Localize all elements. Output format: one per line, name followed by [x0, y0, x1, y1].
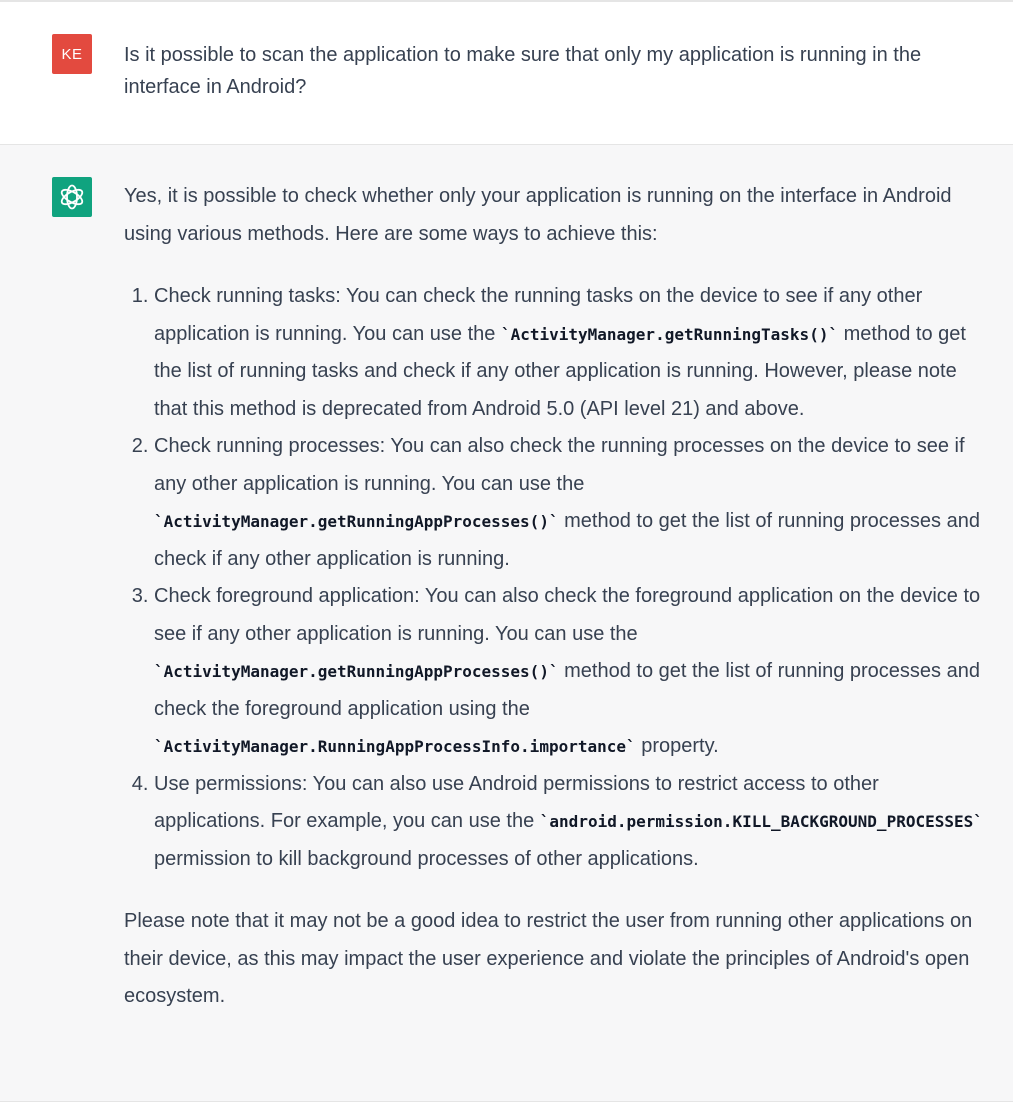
list-item [154, 278, 992, 428]
item-text: property. [635, 735, 719, 757]
user-message [0, 4, 1013, 145]
code-snippet: `ActivityManager.getRunningTasks()` [500, 324, 839, 344]
item-text: method to get the list of running processes and check if any other application is running. [154, 510, 980, 570]
item-text: method to get the list of running tasks and check if any other application is running. However, please note that this method is deprecated from Android 5.0 (API level 21) and above. [154, 322, 966, 420]
code-snippet: `ActivityManager.RunningAppProcessInfo.importance` [154, 737, 636, 756]
assistant-avatar [52, 177, 92, 217]
code-snippet: `ActivityManager.getRunningAppProcesses()` [154, 662, 559, 681]
assistant-outro: Please note that it may not be a good idea to restrict the user from running other applications on their device, as this may impact the user experience and violate the principles of Android's open ecosystem. [124, 910, 973, 1007]
item-text: Check running processes: You can also check the running processes on the device to see if any other application is running. You can use the [154, 435, 965, 495]
list-item [154, 428, 992, 578]
openai-logo-icon [58, 183, 86, 211]
item-text: Check running tasks: You can check the running tasks on the device to see if any other application is running. You can use the [154, 285, 923, 345]
user-avatar-initials: KE [61, 45, 83, 63]
assistant-message [0, 145, 1013, 1102]
item-text: permission to kill background processes of other applications. [154, 847, 699, 870]
methods-list [124, 278, 992, 878]
user-avatar [52, 34, 92, 74]
code-snippet: `ActivityManager.getRunningAppProcesses()` [154, 512, 559, 531]
list-item [154, 766, 992, 879]
item-text: method to get the list of running processes and check the foreground application using the [154, 660, 980, 720]
item-text: Use permissions: You can also use Android permissions to restrict access to other applications. For example, you can use the [154, 772, 879, 832]
list-item [154, 578, 992, 766]
item-text: Check foreground application: You can also check the foreground application on the device to see if any other application is running. You can use the [154, 585, 981, 645]
assistant-message-content [124, 178, 992, 1016]
assistant-intro: Yes, it is possible to check whether only your application is running on the interface in Android using various methods. Here are some ways to achieve this: [124, 185, 952, 245]
user-message-text: Is it possible to scan the application to make sure that only my application is running in the interface in Android? [124, 44, 922, 98]
code-snippet: `android.permission.KILL_BACKGROUND_PROCESSES` [539, 812, 983, 831]
